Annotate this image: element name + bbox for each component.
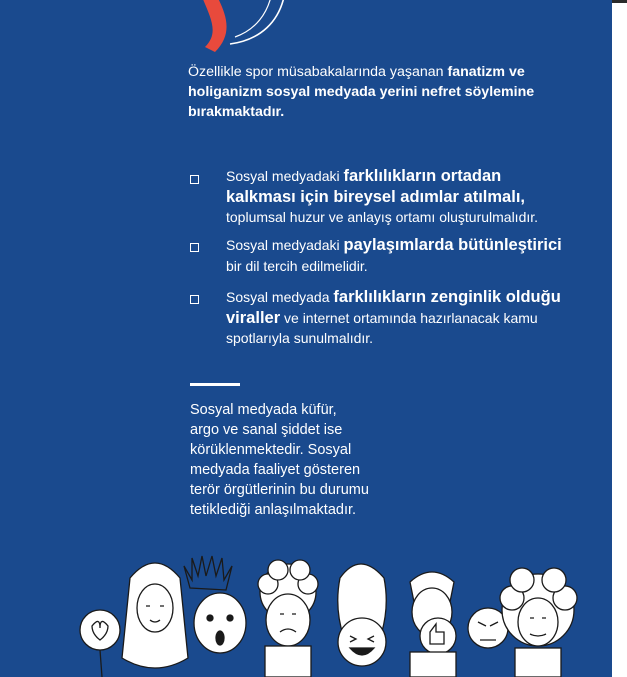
intro-text: Özellikle spor müsabakalarında yaşanan: [188, 64, 448, 80]
intro-paragraph: [188, 62, 568, 122]
person-curly-hair: [258, 560, 318, 677]
intro-bold-3: bırakmaktadır.: [188, 104, 285, 120]
intro-bold-1: fanatizm ve: [447, 64, 525, 80]
section-divider: [190, 383, 240, 386]
note-line: medyada faaliyet gösteren: [190, 462, 361, 478]
intro-bold-2: holiganizm sosyal medyada yerini nefret söylemine: [188, 84, 535, 100]
bullet-3-text-mid: ve internet ortamında hazırlanacak kamu: [280, 309, 538, 326]
note-line: Sosyal medyada küfür,: [190, 402, 337, 418]
note-line: körüklenmektedir. Sosyal: [190, 442, 352, 458]
bullet-2-highlight: paylaşımlarda bütünleştirici: [343, 236, 562, 254]
bullet-1-highlight-a: farklılıkların ortadan: [343, 167, 502, 185]
heart-sign-icon: [80, 610, 120, 650]
square-bullet-icon: [190, 295, 199, 304]
bullet-1-text: Sosyal medyadaki: [226, 168, 344, 184]
bullet-3-text: Sosyal medyada: [226, 289, 334, 305]
people-illustration: [60, 548, 612, 677]
bullet-3-highlight-b: viraller: [226, 308, 281, 327]
curved-stripes-logo-icon: [180, 0, 300, 62]
square-bullet-icon: [190, 243, 199, 252]
bullet-1-text-end: toplumsal huzur ve anlayış ortamı oluşturulmalıdır.: [226, 209, 539, 225]
person-spiky-hair: [184, 556, 246, 653]
bullet-2-text: Sosyal medyadaki: [226, 237, 344, 253]
person-big-curly-hair: [500, 568, 577, 677]
note-line: tetiklediği anlaşılmaktadır.: [190, 502, 357, 518]
person-with-thumbs-up: [410, 572, 456, 677]
bullet-3-highlight-a: farklılıkların zenginlik olduğu: [333, 288, 561, 306]
note-line: terör örgütlerinin bu durumu: [190, 482, 369, 498]
bullet-item-2: [226, 235, 596, 276]
bullet-3-text-end: spotlarıyla sunulmalıdır.: [226, 330, 374, 346]
bullet-item-1: [226, 166, 596, 228]
note-line: argo ve sanal şiddet ise: [190, 422, 343, 438]
note-paragraph: [190, 400, 410, 520]
bullet-item-3: [226, 287, 596, 349]
person-with-laughing-emoji: [338, 564, 387, 666]
square-bullet-icon: [190, 175, 199, 184]
bullet-2-text-end: bir dil tercih edilmelidir.: [226, 257, 368, 274]
bullet-1-highlight-b: kalkması için bireysel adımlar atılmalı,: [226, 187, 525, 206]
